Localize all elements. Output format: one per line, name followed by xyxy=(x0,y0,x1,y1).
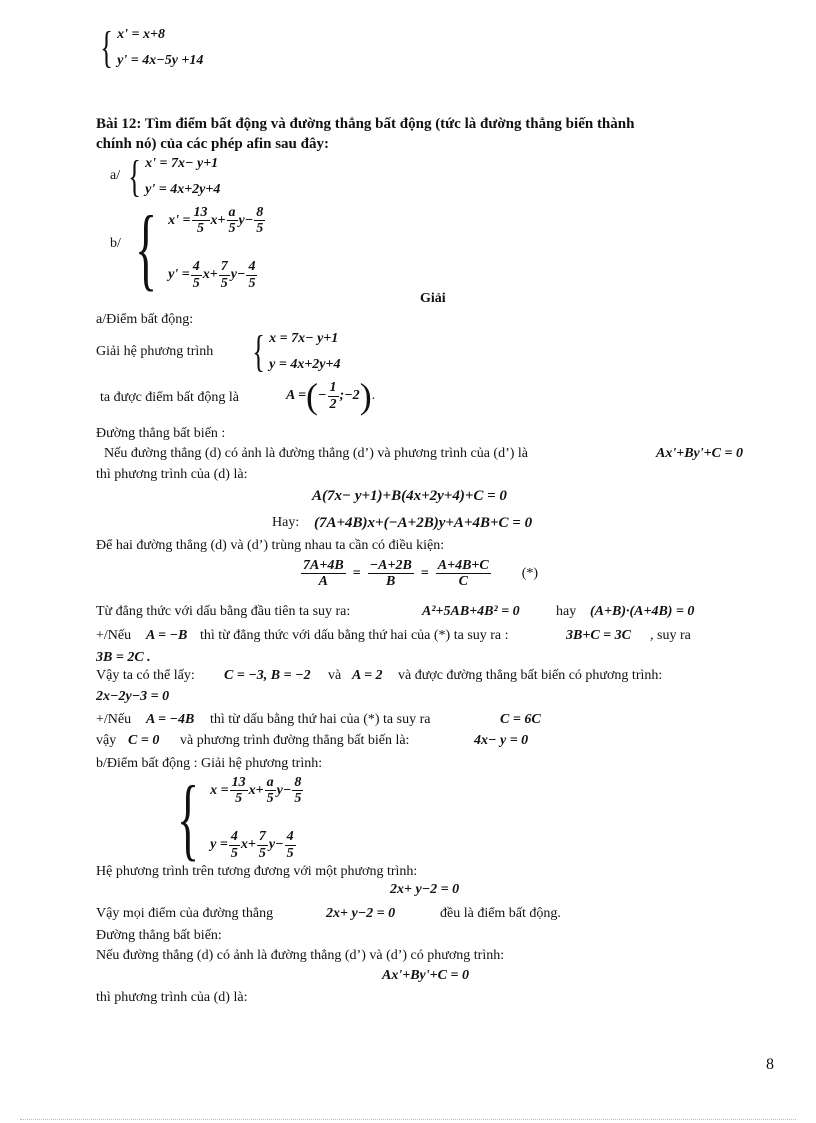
all-points-eq: 2x+ y−2 = 0 xyxy=(326,906,396,921)
sa-eq2: y = 4x+2y+4 xyxy=(269,357,341,372)
eq-d1: A(7x− y+1)+B(4x+2y+4)+C = 0 xyxy=(312,488,507,504)
case2-vay: vậy xyxy=(96,733,117,748)
all-points-suffix: đều là điểm bất động. xyxy=(440,906,561,921)
a-fixed-point-label: a/Điểm bất động: xyxy=(96,312,194,327)
if-image-text-2: Nếu đường thẳng (d) có ảnh là đường thẳng (d’) và (d’) có phương trình: xyxy=(96,948,505,963)
problem-title-line2: chính nó) của các phép afin sau đây: xyxy=(96,136,329,152)
case2-cond: A = −4B xyxy=(146,712,195,727)
sa-eq1: x = 7x− y+1 xyxy=(269,331,339,346)
case2-tail: và phương trình đường thẳng bất biến là: xyxy=(180,733,410,748)
brace: { xyxy=(135,197,158,299)
coincide-text: Để hai đường thẳng (d) và (d’) trùng nhau ta cần có điều kiện: xyxy=(96,538,445,553)
solution-heading: Giải xyxy=(420,291,446,306)
top-system xyxy=(96,23,204,72)
part-a-system xyxy=(124,152,221,201)
solve-a-system xyxy=(248,327,341,376)
case1-mid: thì từ đẳng thức với dấu bằng thứ hai của (*) ta suy ra : xyxy=(200,628,509,643)
case2-mid: thì từ dấu bằng thứ hai của (*) ta suy ra xyxy=(210,712,431,727)
case1-cond: A = −B xyxy=(146,628,188,643)
sb-eq1: x = $\frac{13}{5}$ x+ $\frac{a}{5}$ y− $\frac{8}{5}$ xyxy=(210,775,302,807)
equiv-eq: 2x+ y−2 = 0 xyxy=(390,882,460,897)
fixed-point-text: ta được điểm bất động là xyxy=(100,390,240,405)
from-first-hay: hay xyxy=(556,604,577,619)
page-number: 8 xyxy=(766,1056,774,1073)
case1-suffix: , suy ra xyxy=(650,628,691,643)
b-eq2: y' = $\frac{4}{5}$ x+ $\frac{7}{5}$ y− $\frac{4}{5}$ xyxy=(168,259,256,291)
invariant-line-label-2: Đường thẳng bất biến: xyxy=(96,928,222,943)
case1-prefix: +/Nếu xyxy=(96,628,132,643)
sb-eq2: y = $\frac{4}{5}$ x+ $\frac{7}{5}$ y− $\frac{4}{5}$ xyxy=(210,829,294,861)
choose-vals: C = −3, B = −2 xyxy=(224,668,311,683)
fixed-point-formula: A = ( − $\frac{1}{2}$ ;−2 ) . xyxy=(286,376,376,416)
case2-prefix: +/Nếu xyxy=(96,712,132,727)
brace: { xyxy=(252,327,265,376)
invariant-line-label: Đường thẳng bất biến : xyxy=(96,426,226,441)
top-eq2: y' = 4x−5y +14 xyxy=(117,53,204,68)
part-a-label: a/ xyxy=(110,168,121,183)
case1-res2: 3B = 2C . xyxy=(96,650,151,665)
from-first-factor: (A+B)·(A+4B) = 0 xyxy=(590,604,695,619)
part-b-system xyxy=(124,197,266,299)
all-points-prefix: Vậy mọi điểm của đường thẳng xyxy=(96,906,274,921)
invariant-line-2: 4x− y = 0 xyxy=(474,733,529,748)
image-eq: Ax'+By'+C = 0 xyxy=(656,446,743,461)
b-fixed-label: b/Điểm bất động : Giải hệ phương trình: xyxy=(96,756,323,771)
problem-title-line1: Bài 12: Tìm điểm bất động và đường thẳng bất động (tức là đường thẳng biến thành xyxy=(96,116,635,132)
brace: { xyxy=(100,23,113,72)
condition-equation: $\frac{7A+4B}{A}$ = $\frac{-A+2B}{B}$ = $\frac{A+4B+C}{C}$ (*) xyxy=(303,558,539,590)
hay-label: Hay: xyxy=(272,515,300,530)
solve-b-system xyxy=(166,767,304,869)
case1-res: 3B+C = 3C xyxy=(566,628,631,643)
brace: { xyxy=(128,152,141,201)
choose-and: và xyxy=(328,668,342,683)
image-eq-2: Ax'+By'+C = 0 xyxy=(382,968,469,983)
equiv-text: Hệ phương trình trên tương đương với một phương trình: xyxy=(96,864,418,879)
brace: { xyxy=(177,767,200,869)
eq-d2: (7A+4B)x+(−A+2B)y+A+4B+C = 0 xyxy=(314,515,533,531)
case2-res: C = 6C xyxy=(500,712,541,727)
choose-tail: và được đường thẳng bất biến có phương trình: xyxy=(398,668,663,683)
from-first-eq: A²+5AB+4B² = 0 xyxy=(422,604,520,619)
b-eq1: x' = $\frac{13}{5}$ x+ $\frac{a}{5}$ y− $\frac{8}{5}$ xyxy=(168,205,264,237)
part-b-label: b/ xyxy=(110,236,121,251)
choose-A: A = 2 xyxy=(352,668,383,683)
from-first-text: Từ đẳng thức với dấu bằng đầu tiên ta suy ra: xyxy=(96,604,351,619)
case2-c: C = 0 xyxy=(128,733,160,748)
then-d-text: thì phương trình của (d) là: xyxy=(96,467,248,482)
top-eq1: x' = x+8 xyxy=(117,27,165,42)
then-d-text-2: thì phương trình của (d) là: xyxy=(96,990,248,1005)
if-image-text: Nếu đường thẳng (d) có ảnh là đường thẳng (d’) và phương trình của (d’) là xyxy=(104,446,529,461)
a-eq2: y' = 4x+2y+4 xyxy=(145,182,221,197)
invariant-line-1: 2x−2y−3 = 0 xyxy=(96,689,170,704)
page-bottom-divider xyxy=(20,1119,796,1120)
a-eq1: x' = 7x− y+1 xyxy=(145,156,219,171)
solve-system-text: Giải hệ phương trình xyxy=(96,344,214,359)
choose-text: Vậy ta có thể lấy: xyxy=(96,668,195,683)
